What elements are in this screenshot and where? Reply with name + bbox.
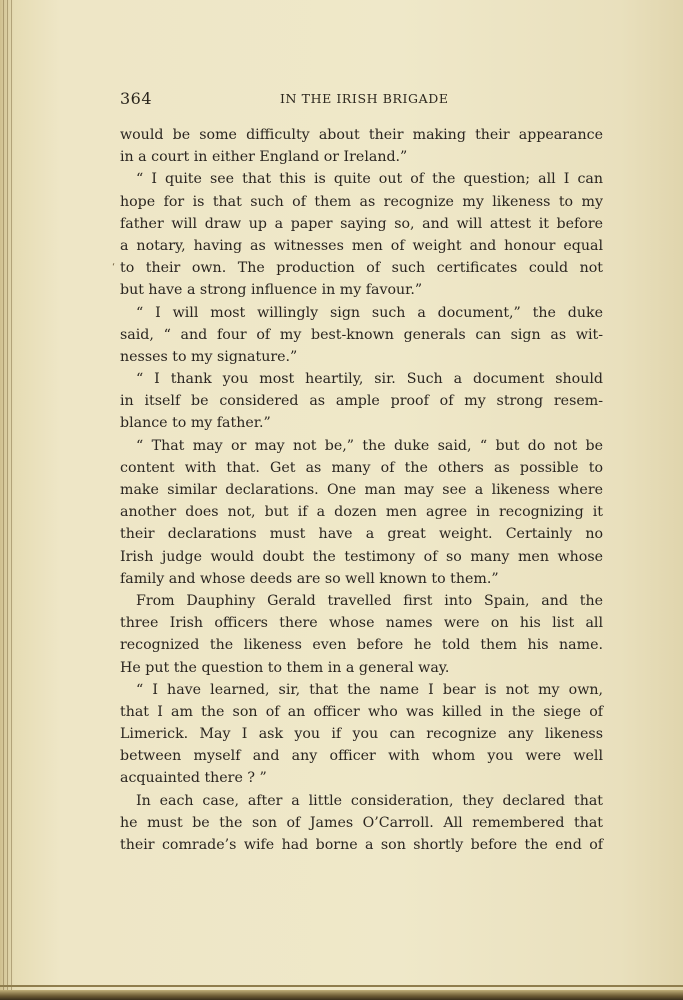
page-number: 364 (120, 89, 153, 108)
text-line: Limerick. May I ask you if you can recognize any likeness (120, 726, 603, 743)
bottom-rule (0, 985, 683, 987)
text-line: make similar declarations. One man may see a likeness where (120, 482, 603, 498)
body-text (120, 124, 603, 856)
text-line: three Irish officers there whose names were on his list all (120, 615, 603, 632)
text-line: nesses to my signature.” (120, 348, 298, 365)
text-line: said, “ and four of my best-known generals can sign as wit- (120, 326, 603, 343)
text-line: he must be the son of James O’Carroll. All remembered that (120, 814, 603, 831)
gutter-line (3, 0, 4, 1000)
text-line: “ I have learned, sir, that the name I bear is not my own, (136, 681, 603, 698)
text-line: their comrade’s wife had borne a son shortly before the end of (120, 837, 603, 853)
text-line: a notary, having as witnesses men of weight and honour equal (120, 237, 603, 254)
margin-mark: ‘ (112, 262, 116, 273)
text-line: between myself and any officer with whom you were well (120, 748, 603, 765)
text-line: another does not, but if a dozen men agree in recognizing it (120, 504, 603, 521)
text-line: “ That may or may not be,” the duke said, “ but do not be (136, 437, 603, 454)
text-line: acquainted there ? ” (120, 770, 267, 787)
text-line: that I am the son of an officer who was killed in the siege of (120, 703, 603, 720)
text-line: hope for is that such of them as recognize my likeness to my (120, 193, 603, 210)
page-header (120, 89, 603, 111)
text-line: their declarations must have a great weight. Certainly no (120, 526, 603, 543)
text-line: but have a strong influence in my favour.” (120, 282, 423, 299)
text-line: Irish judge would doubt the testimony of so many men whose (120, 548, 603, 565)
text-line: in a court in either England or Ireland.” (120, 149, 408, 166)
text-line: recognized the likeness even before he told them his name. (120, 637, 603, 654)
text-line: “ I will most willingly sign such a document,” the duke (136, 304, 603, 321)
gutter-line (7, 0, 8, 1000)
text-line: to their own. The production of such certificates could not (120, 260, 603, 277)
text-line: He put the question to them in a general way. (120, 659, 450, 676)
text-line: would be some difficulty about their making their appearance (120, 127, 603, 143)
text-line: father will draw up a paper saying so, and will attest it before (120, 215, 603, 232)
text-line: “ I quite see that this is quite out of the question; all I can (136, 171, 603, 188)
running-title: IN THE IRISH BRIGADE (280, 91, 449, 106)
text-line: in itself be considered as ample proof of my strong resem- (120, 393, 603, 410)
text-line: content with that. Get as many of the others as possible to (120, 459, 603, 476)
page-bottom-edge (0, 990, 683, 1000)
text-line: blance to my father.” (120, 415, 271, 432)
text-line: family and whose deeds are so well known to them.” (120, 570, 499, 587)
text-line: “ I thank you most heartily, sir. Such a document should (136, 371, 603, 388)
gutter-line (11, 0, 12, 1000)
text-line: In each case, after a little consideration, they declared that (136, 792, 603, 809)
text-line: From Dauphiny Gerald travelled first into Spain, and the (136, 592, 603, 609)
